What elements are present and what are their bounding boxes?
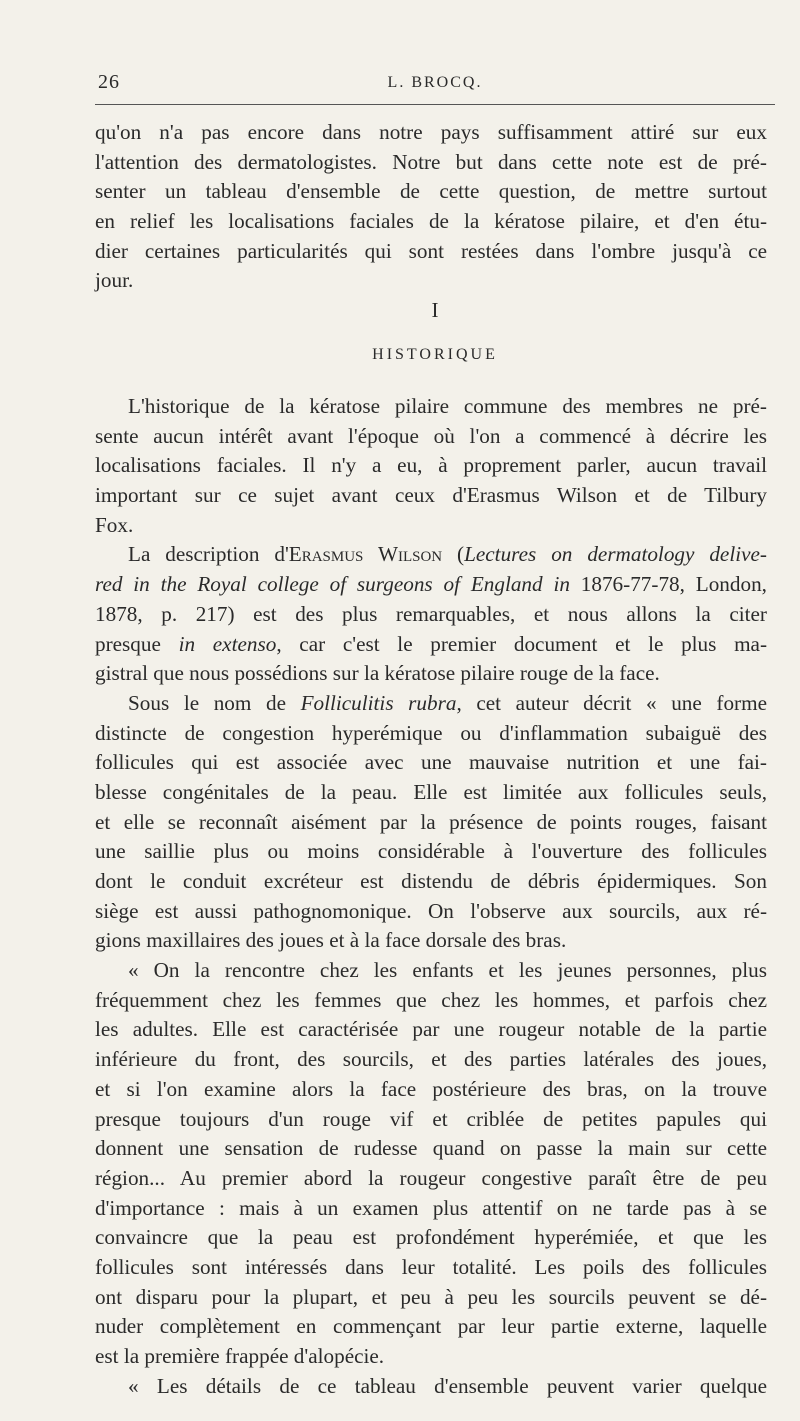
page-header: [95, 68, 775, 100]
text-line: senter un tableau d'ensemble de cette question, de mettre surtout: [95, 179, 767, 204]
text-line: ont disparu pour la plupart, et peu à peu les sourcils peuvent se dé-: [95, 1284, 767, 1309]
text-line: dier certaines particularités qui sont restées dans l'ombre jusqu'à ce: [95, 238, 767, 263]
text-line: gistral que nous possédions sur la kératose pilaire rouge de la face.: [95, 661, 660, 686]
text-line: distincte de congestion hyperémique ou d'inflammation subaiguë des: [95, 720, 767, 745]
text-line: Fox.: [95, 512, 134, 537]
text-line: convaincre que la peau est profondément hyperémiée, et que les: [95, 1225, 767, 1250]
text-line: important sur ce sujet avant ceux d'Erasmus Wilson et de Tilbury: [95, 483, 767, 508]
text-line: d'importance : mais à un examen plus attentif on ne tarde pas à se: [95, 1195, 767, 1220]
text-line: follicules qui est associée avec une mauvaise nutrition et une fai-: [95, 750, 767, 775]
section-title: HISTORIQUE: [372, 346, 498, 363]
header-rule: [95, 104, 775, 105]
text-line: en relief les localisations faciales de la kératose pilaire, et d'en étu-: [95, 209, 767, 234]
text-line: qu'on n'a pas encore dans notre pays suffisamment attiré sur eux: [95, 120, 767, 144]
text-line: nuder complètement en commençant par leur partie externe, laquelle: [95, 1314, 767, 1339]
text-run: La description d': [128, 542, 289, 567]
text-line: [95, 570, 767, 600]
text-line: localisations faciales. Il n'y a eu, à proprement parler, aucun travail: [95, 453, 767, 478]
text-line: région... Au premier abord la rougeur congestive paraît être de peu: [95, 1165, 767, 1190]
text-line: les adultes. Elle est caractérisée par une rougeur notable de la partie: [95, 1017, 767, 1042]
running-head: L. BROCQ.: [387, 74, 483, 91]
historique-body: [95, 392, 767, 1401]
text-line: inférieure du front, des sourcils, et des parties latérales des joues,: [95, 1047, 767, 1072]
text-line: gions maxillaires des joues et à la face dorsale des bras.: [95, 928, 567, 953]
text-line: siège est aussi pathognomonique. On l'observe aux sourcils, aux ré-: [95, 898, 767, 923]
text-line: sente aucun intérêt avant l'époque où l'on a commencé à décrire les: [95, 423, 767, 448]
text-line: [95, 630, 767, 660]
text-line: presque toujours d'un rouge vif et criblée de petites papules qui: [95, 1106, 767, 1131]
latin-phrase: in extenso: [178, 631, 277, 656]
text-line: l'attention des dermatologistes. Notre but dans cette note est de pré-: [95, 149, 767, 174]
text-line: dont le conduit excréteur est distendu de débris épidermiques. Son: [95, 869, 767, 893]
text-run: presque: [95, 631, 179, 656]
text-run: , car c'est le premier document et le plus ma-: [276, 631, 768, 656]
text-run: Sous le nom de: [128, 690, 301, 715]
text-line: « On la rencontre chez les enfants et les jeunes personnes, plus: [128, 958, 767, 983]
author-name: Erasmus Wilson: [288, 542, 443, 567]
text-line: fréquemment chez les femmes que chez les hommes, et parfois chez: [95, 987, 767, 1012]
text-line: et elle se reconnaît aisément par la présence de points rouges, faisant: [95, 809, 767, 834]
text-line: [95, 540, 767, 570]
text-line: 1878, p. 217) est des plus remarquables, et nous allons la citer: [95, 601, 767, 626]
text-line: donnent une sensation de rudesse quand on passe la main sur cette: [95, 1136, 767, 1161]
section-number: I: [431, 298, 439, 322]
text-line: L'historique de la kératose pilaire commune des membres ne pré-: [128, 394, 767, 418]
text-run: 1876-77-78, London,: [569, 572, 767, 597]
text-run: , cet auteur décrit « une forme: [456, 690, 767, 715]
page-number: 26: [98, 71, 120, 93]
text-line: une saillie plus ou moins considérable à l'ouverture des follicules: [95, 839, 767, 864]
text-line: follicules sont intéressés dans leur totalité. Les poils des follicules: [95, 1254, 767, 1279]
intro-paragraph: [95, 118, 767, 296]
text-line: jour.: [95, 268, 134, 293]
text-line: blesse congénitales de la peau. Elle est limitée aux follicules seuls,: [95, 779, 767, 804]
text-line: est la première frappée d'alopécie.: [95, 1344, 385, 1368]
book-title: red in the Royal college of surgeons of England in: [95, 572, 570, 597]
disease-name: Folliculitis rubra: [300, 690, 457, 715]
text-run: (: [442, 542, 465, 567]
text-line: et si l'on examine alors la face postérieure des bras, on la trouve: [95, 1076, 767, 1101]
text-line: « Les détails de ce tableau d'ensemble peuvent varier quelque: [128, 1373, 767, 1398]
text-line: [95, 689, 767, 719]
book-title: Lectures on dermatology delive-: [464, 542, 767, 567]
